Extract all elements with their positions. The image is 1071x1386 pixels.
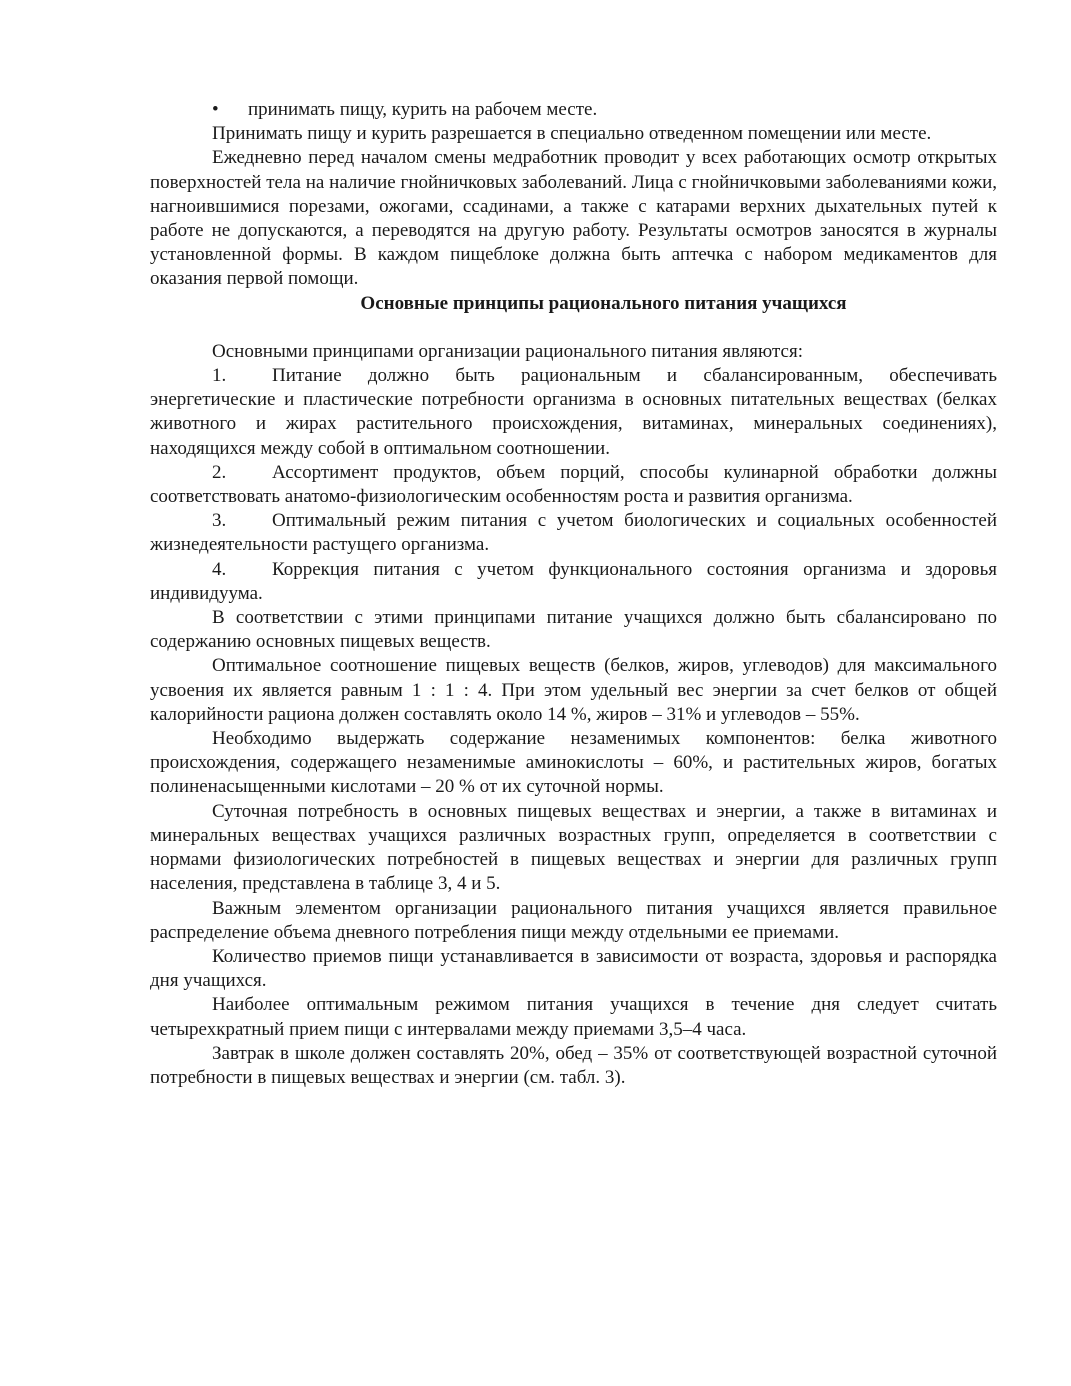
paragraph: Количество приемов пищи устанавливается в зависимости от возраста, здоровья и распорядка дня учащихся. (150, 945, 997, 992)
item-number: 4. (212, 558, 227, 580)
item-number: 1. (212, 365, 227, 387)
section-heading: Основные принципы рационального питания учащихся (360, 292, 847, 314)
item-text: Оптимальный режим питания с учетом биологических и социальных особенностей жизнедеятельности растущего организма. (150, 510, 997, 556)
paragraph: Суточная потребность в основных пищевых веществах и энергии, а также в витаминах и минеральных веществах учащихся различных возрастных групп, определяется в соответствии с нормами физиологических потребностей в пищевых веществах и энергии для различных групп населения, представлена в таблице 3, 4 и 5. (150, 800, 997, 895)
paragraph: Важным элементом организации рационального питания учащихся является правильное распределение объема дневного потребления пищи между отдельными ее приемами. (150, 897, 997, 943)
paragraph: Завтрак в школе должен составлять 20%, обед – 35% от соответствующей возрастной суточной потребности в пищевых веществах и энергии (см. табл. 3). (150, 1042, 997, 1088)
numbered-item (150, 364, 997, 461)
item-text: Ассортимент продуктов, объем порций, способы кулинарной обработки должны соответствовать анатомо-физиологическим особенностям роста и развития организма. (150, 461, 997, 508)
paragraph: Принимать пищу и курить разрешается в специально отведенном помещении или месте. (212, 123, 932, 145)
paragraph: Ежедневно перед началом смены медработник проводит у всех работающих осмотр открытых поверхностей тела на наличие гнойничковых заболеваний. Лица с гнойничковыми заболеваниями кожи, нагноившимися порезами, ожогами, ссадинами, а также с катарами верхних дыхательных путей к работе не допускаются, а переводятся на другую работу. Результаты осмотров заносятся в журналы установленной формы. В каждом пищеблоке должна быть аптечка с набором медикаментов для оказания первой помощи. (150, 147, 997, 290)
item-text: Коррекция питания с учетом функционального состояния организма и здоровья индивидуума. (150, 558, 997, 604)
paragraph: Оптимальное соотношение пищевых веществ (белков, жиров, углеводов) для максимального усвоения их является равным 1 : 1 : 4. При этом удельный вес энергии за счет белков от общей калорийности рациона должен составлять около 14 %, жиров – 31% и углеводов – 55%. (150, 655, 997, 725)
paragraph: Наиболее оптимальным режимом питания учащихся в течение дня следует считать четырехкратный прием пищи с интервалами между приемами 3,5–4 часа. (150, 994, 997, 1040)
numbered-item (150, 509, 997, 557)
bullet-list-item (150, 98, 997, 122)
spacer (150, 316, 997, 340)
paragraph: Необходимо выдержать содержание незаменимых компонентов: белка животного происхождения, содержащего незаменимые аминокислоты – 60%, и растительных жиров, богатых полиненасыщенными кислотами – 20 % от их суточной нормы. (150, 728, 997, 798)
bullet-text: принимать пищу, курить на рабочем месте. (248, 99, 598, 120)
item-text: Питание должно быть рациональным и сбалансированным, обеспечивать энергетические и пластические потребности организма в основных питательных веществах (белках животного и жирах растительного происхождения, витаминах, минеральных соединениях), находящихся между собой в оптимальном соотношении. (150, 365, 997, 459)
item-number: 2. (212, 461, 227, 483)
paragraph: В соответствии с этими принципами питание учащихся должно быть сбалансировано по содержанию основных пищевых веществ. (150, 607, 997, 653)
bullet-marker: • (212, 99, 219, 120)
intro-paragraph: Основными принципами организации рационального питания являются: (212, 340, 803, 362)
document-page (150, 98, 997, 1090)
numbered-item (150, 461, 997, 509)
numbered-item (150, 558, 997, 606)
item-number: 3. (212, 510, 227, 532)
